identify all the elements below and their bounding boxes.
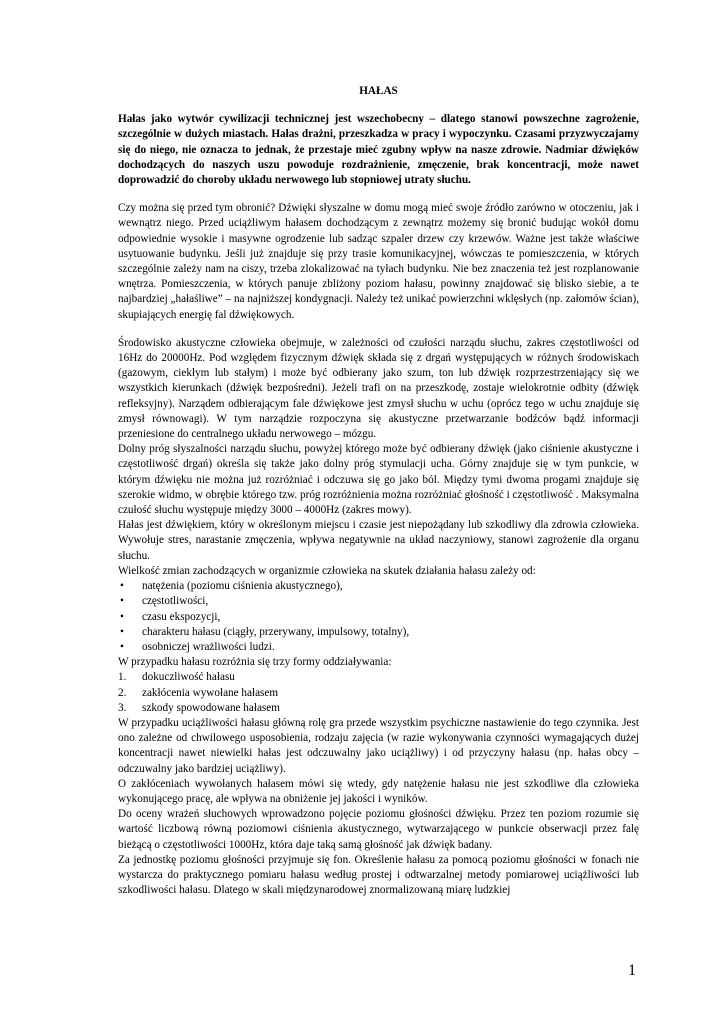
bullet-icon: • (120, 625, 124, 638)
bullet-icon: • (120, 595, 124, 608)
list-item: 2. zakłócenia wywołane hałasem (118, 686, 279, 699)
factors-list (118, 579, 639, 655)
paragraph-disturbance: O zakłóceniach wywołanych hałasem mówi się wtedy, gdy natężenie hałasu nie jest szkodliwe dla człowieka wykonującego pracę, ale wpływa na obniżenie jej jakości i wyników. (118, 777, 639, 805)
list-item: • charakteru hałasu (ciągły, przerywany, impulsowy, totalny), (118, 625, 639, 640)
list-item: • czasu ekspozycji, (118, 610, 639, 625)
bullet-icon: • (120, 610, 124, 623)
document-title: HAŁAS (359, 85, 398, 97)
list-item: • natężenia (poziomu ciśnienia akustycznego), (118, 579, 639, 594)
bullet-icon: • (120, 640, 124, 653)
paragraph-forms-intro: W przypadku hałasu rozróżnia się trzy formy oddziaływania: (118, 656, 392, 669)
list-item: 1. dokuczliwość hałasu (118, 671, 235, 684)
list-item: 3. szkody spowodowane hałasem (118, 701, 280, 714)
lead-paragraph: Hałas jako wytwór cywilizacji technicznej jest wszechobecny – dlatego stanowi powszechne zagrożenie, szczególnie w dużych miastach. Hałas drażni, przeszkadza w pracy i wypoczynku. Czasami przyzwyczajamy się do niego, nie oznacza to jednak, że przestaje mieć zgubny wpływ na nasze zdrowie. Nadmiar dźwięków dochodzących do naszych uszu powoduje rozdrażnienie, zmęczenie, brak koncentracji, może nawet doprowadzić do choroby układu nerwowego lub stopniowej utraty słuchu. (118, 113, 639, 187)
list-item: • osobniczej wrażliwości ludzi. (118, 640, 639, 655)
page-number: 1 (628, 962, 636, 979)
bullet-icon: • (120, 580, 124, 593)
list-item: • częstotliwości, (118, 594, 639, 609)
forms-list (118, 670, 639, 716)
paragraph-acoustic-environment: Środowisko akustyczne człowieka obejmuje, w zależności od czułości narządu słuchu, zakres częstotliwości od 16Hz do 20000Hz. Pod względem fizycznym dźwięk składa się z drgań występujących w różnych środowiskach (gazowym, ciekłym lub stałym) i może być odbierany jako szum, ton lub dźwięk rozprzestrzeniający się we wszystkich kierunkach (dźwięk bezpośredni). Jeżeli trafi on na przeszkodę, zostaje wielokrotnie odbity (dźwięk refleksyjny). Narządem odbierającym fale dźwiękowe jest zmysł słuchu w uchu (oprócz tego w uchu znajduje się zmysł równowagi). W tym narządzie rozpoczyna się akustyczne przetwarzanie bodźców bądź informacji przeniesione do centralnego układu nerwowego – mózgu. (118, 336, 639, 441)
document-page (118, 84, 639, 898)
paragraph-phon-unit: Za jednostkę poziomu głośności przyjmuje się fon. Określenie hałasu za pomocą poziomu głośności w fonach nie wystarcza do praktycznego pomiaru hałasu według prostej i odtwarzalnej metody pomiarowej uciążliwości lub szkodliwości hałasu. Dlatego w skali międzynarodowej znormalizowaną miarę ludzkiej (118, 853, 639, 897)
paragraph-factors-intro: Wielkość zmian zachodzących w organizmie człowieka na skutek działania hałasu zależy od: (118, 564, 536, 577)
paragraph-loudness-level: Do oceny wrażeń słuchowych wprowadzono pojęcie poziomu głośności dźwięku. Przez ten poziom rozumie się wartość liczbową równą poziomowi ciśnienia akustycznego, wytwarzającego w punkcie obserwacji przez falę bieżącą o częstotliwości 1000Hz, która daje taką samą głośność jak dźwięk badany. (118, 808, 639, 851)
paragraph-nuisance: W przypadku uciążliwości hałasu główną rolę gra przede wszystkim psychiczne nastawienie do tego czynnika. Jest ono zależne od chwilowego usposobienia, rodzaju zajęcia (w razie wykonywania czynności wymagających dużej koncentracji nawet niewielki hałas jest odczuwalny jako uciążliwy) i od przyczyny hałasu (np. hałas obcy – odczuwalny jako bardziej uciążliwy). (118, 716, 639, 775)
paragraph-protection: Czy można się przed tym obronić? Dźwięki słyszalne w domu mogą mieć swoje źródło zarówno w otoczeniu, jak i wewnątrz niego. Przed uciążliwym hałasem dochodzącym z zewnątrz możemy się bronić budując wokół domu odpowiednie wysokie i masywne ogrodzenie lub sadząc szpaler drzew czy krzewów. Ważne jest także właściwe usytuowanie budynku. Jeśli już znajduje się przy trasie komunikacyjnej, wówczas te pomieszczenia, w których szczególnie zależy nam na ciszy, trzeba zlokalizować na tyłach budynku. Nie bez znaczenia też jest rozplanowanie wnętrza. Pomieszczenia, w których panuje zbliżony poziom hałasu, powinny znajdować się blisko siebie, a te najbardziej „hałaśliwe” – na najniższej kondygnacji. Należy też unikać powierzchni wklęsłych (np. załomów ścian), skupiających energię fal dźwiękowych. (118, 202, 639, 321)
paragraph-noise-definition: Hałas jest dźwiękiem, który w określonym miejscu i czasie jest niepożądany lub szkodliwy dla zdrowia człowieka. Wywołuje stres, narastanie zmęczenia, wpływa negatywnie na układ naczyniowy, stanowi zagrożenie dla organu słuchu. (118, 519, 639, 562)
paragraph-hearing-threshold: Dolny próg słyszalności narządu słuchu, powyżej którego może być odbierany dźwięk (jako ciśnienie akustyczne i częstotliwość drgań) określa się także jako dolny próg stymulacji ucha. Górny znajduje się w tym punkcie, w którym dźwięku nie można już rozróżniać i odczuwa się go jako ból. Między tymi dwoma progami znajduje się szerokie widmo, w obrębie którego tzw. próg rozróżnienia można rozróżniać głośność i częstotliwość . Maksymalna czułość słuchu występuje między 3000 – 4000Hz (zakres mowy). (118, 443, 639, 517)
